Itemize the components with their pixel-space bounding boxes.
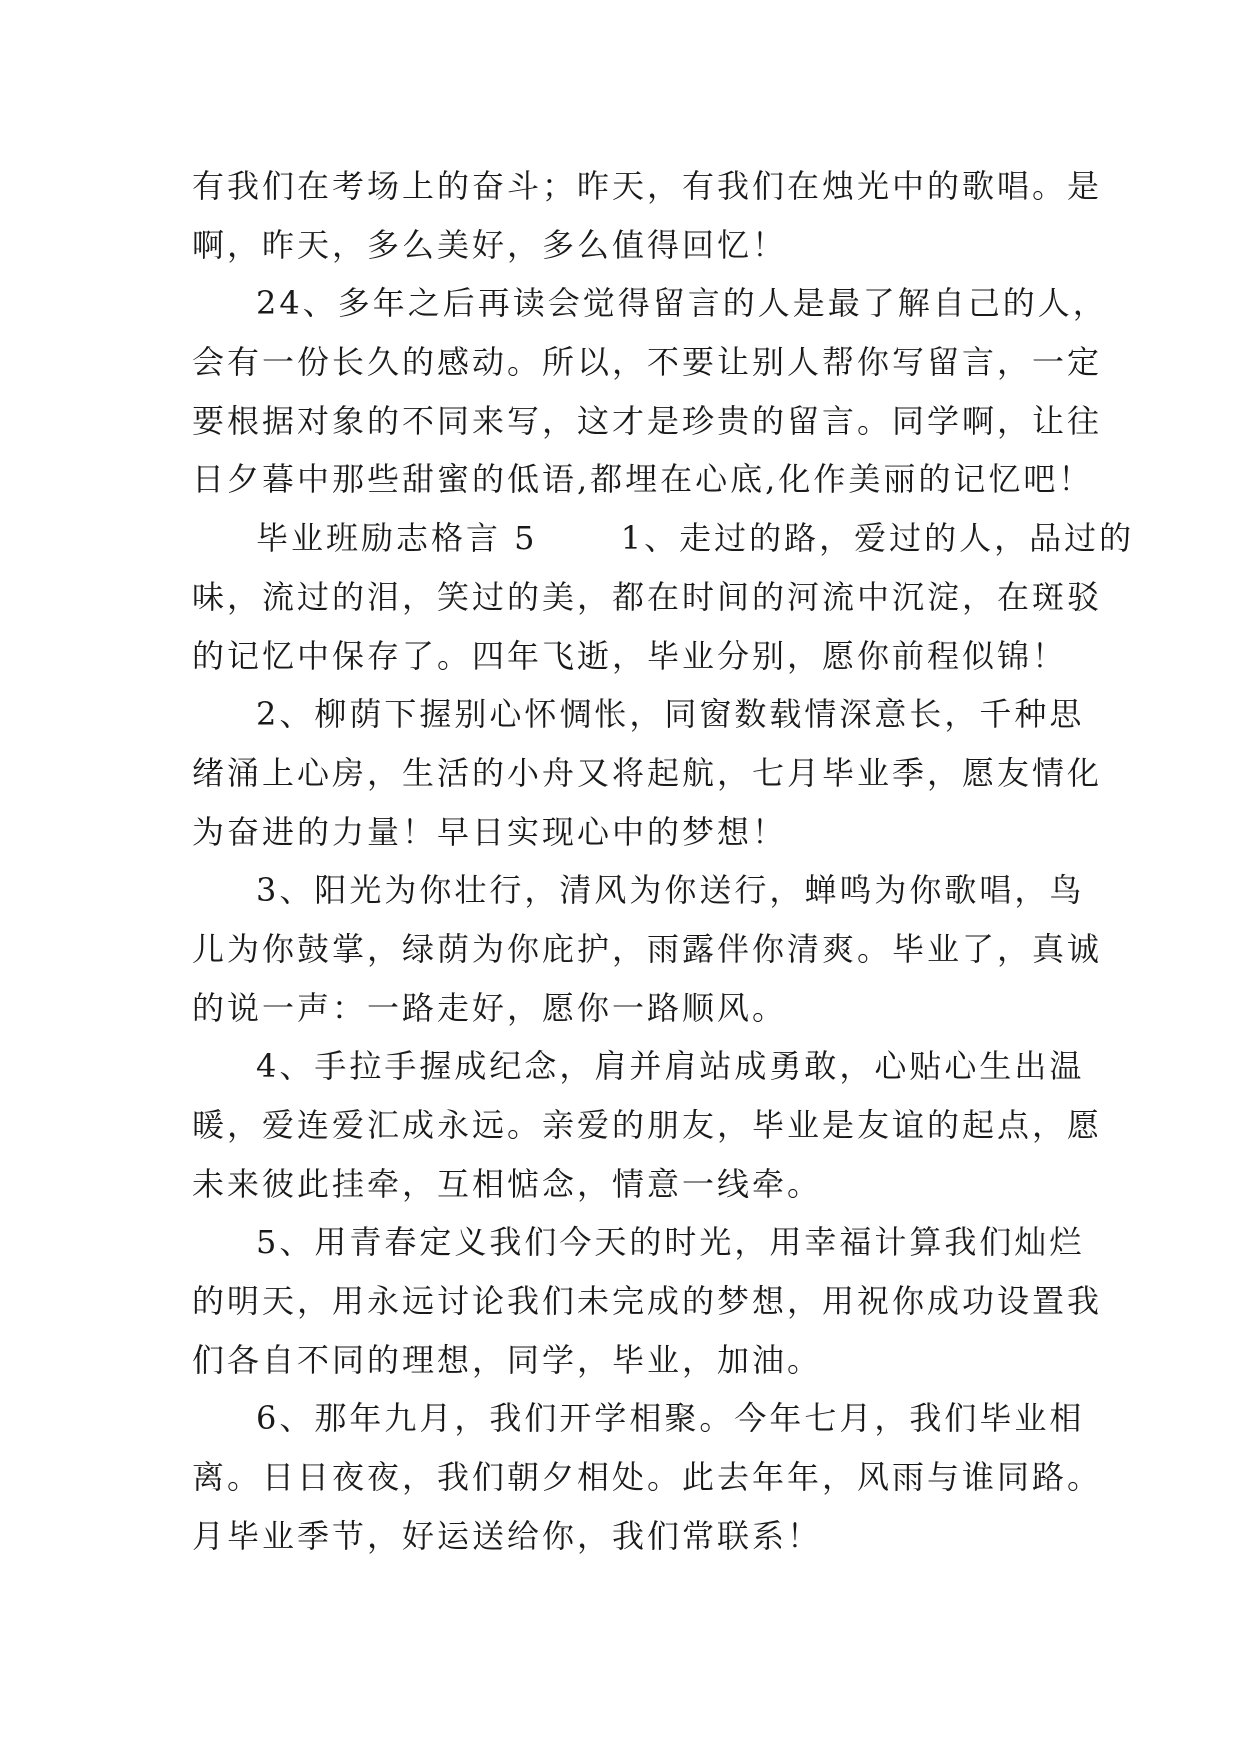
paragraph-start-line: 24、多年之后再读会觉得留言的人是最了解自己的人， xyxy=(256,284,1108,323)
text-line: 儿为你鼓掌，绿荫为你庇护，雨露伴你清爽。毕业了，真诚 xyxy=(192,929,1103,968)
text-line: 会有一份长久的感动。所以，不要让别人帮你写留言，一定 xyxy=(192,343,1103,382)
text-line: 的记忆中保存了。四年飞逝，毕业分别，愿你前程似锦！ xyxy=(192,636,1068,675)
text-line: 日夕暮中那些甜蜜的低语,都埋在心底,化作美丽的记忆吧！ xyxy=(192,460,1094,499)
text-line: 们各自不同的理想，同学，毕业，加油。 xyxy=(192,1340,823,1379)
text-line: 月毕业季节，好运送给你，我们常联系！ xyxy=(192,1516,823,1555)
text-line: 暖，爱连爱汇成永远。亲爱的朋友，毕业是友谊的起点，愿 xyxy=(192,1106,1103,1144)
text-line: 要根据对象的不同来写，这才是珍贵的留言。同学啊，让往 xyxy=(192,401,1103,440)
text-line: 未来彼此挂牵，互相惦念，情意一线牵。 xyxy=(192,1164,823,1203)
paragraph-start-line: 2、柳荫下握别心怀惆怅，同窗数载情深意长，千种思 xyxy=(256,695,1085,734)
text-line: 为奋进的力量！早日实现心中的梦想！ xyxy=(192,812,788,851)
document-body xyxy=(192,157,1135,1566)
text-line: 离。日日夜夜，我们朝夕相处。此去年年，风雨与谁同路。 xyxy=(192,1458,1103,1497)
text-line: 味，流过的泪，笑过的美，都在时间的河流中沉淀，在斑驳 xyxy=(192,577,1103,616)
text-line: 绪涌上心房，生活的小舟又将起航，七月毕业季，愿友情化 xyxy=(192,753,1103,792)
paragraph-start-line: 3、阳光为你壮行，清风为你送行，蝉鸣为你歌唱，鸟 xyxy=(256,871,1085,910)
paragraph-start-line: 5、用青春定义我们今天的时光，用幸福计算我们灿烂 xyxy=(256,1223,1085,1262)
text-line: 的说一声：一路走好，愿你一路顺风。 xyxy=(192,988,788,1027)
paragraph-start-line: 4、手拉手握成纪念，肩并肩站成勇敢，心贴心生出温 xyxy=(256,1047,1085,1086)
text-line: 啊，昨天，多么美好，多么值得回忆！ xyxy=(192,225,788,264)
paragraph-start-line: 6、那年九月，我们开学相聚。今年七月，我们毕业相 xyxy=(256,1399,1085,1438)
section-heading-line: 毕业班励志格言 5 1、走过的路，爱过的人，品过的 xyxy=(256,519,1135,558)
text-line: 有我们在考场上的奋斗；昨天，有我们在烛光中的歌唱。是 xyxy=(192,167,1103,205)
text-line: 的明天，用永远讨论我们未完成的梦想，用祝你成功设置我 xyxy=(192,1282,1103,1321)
